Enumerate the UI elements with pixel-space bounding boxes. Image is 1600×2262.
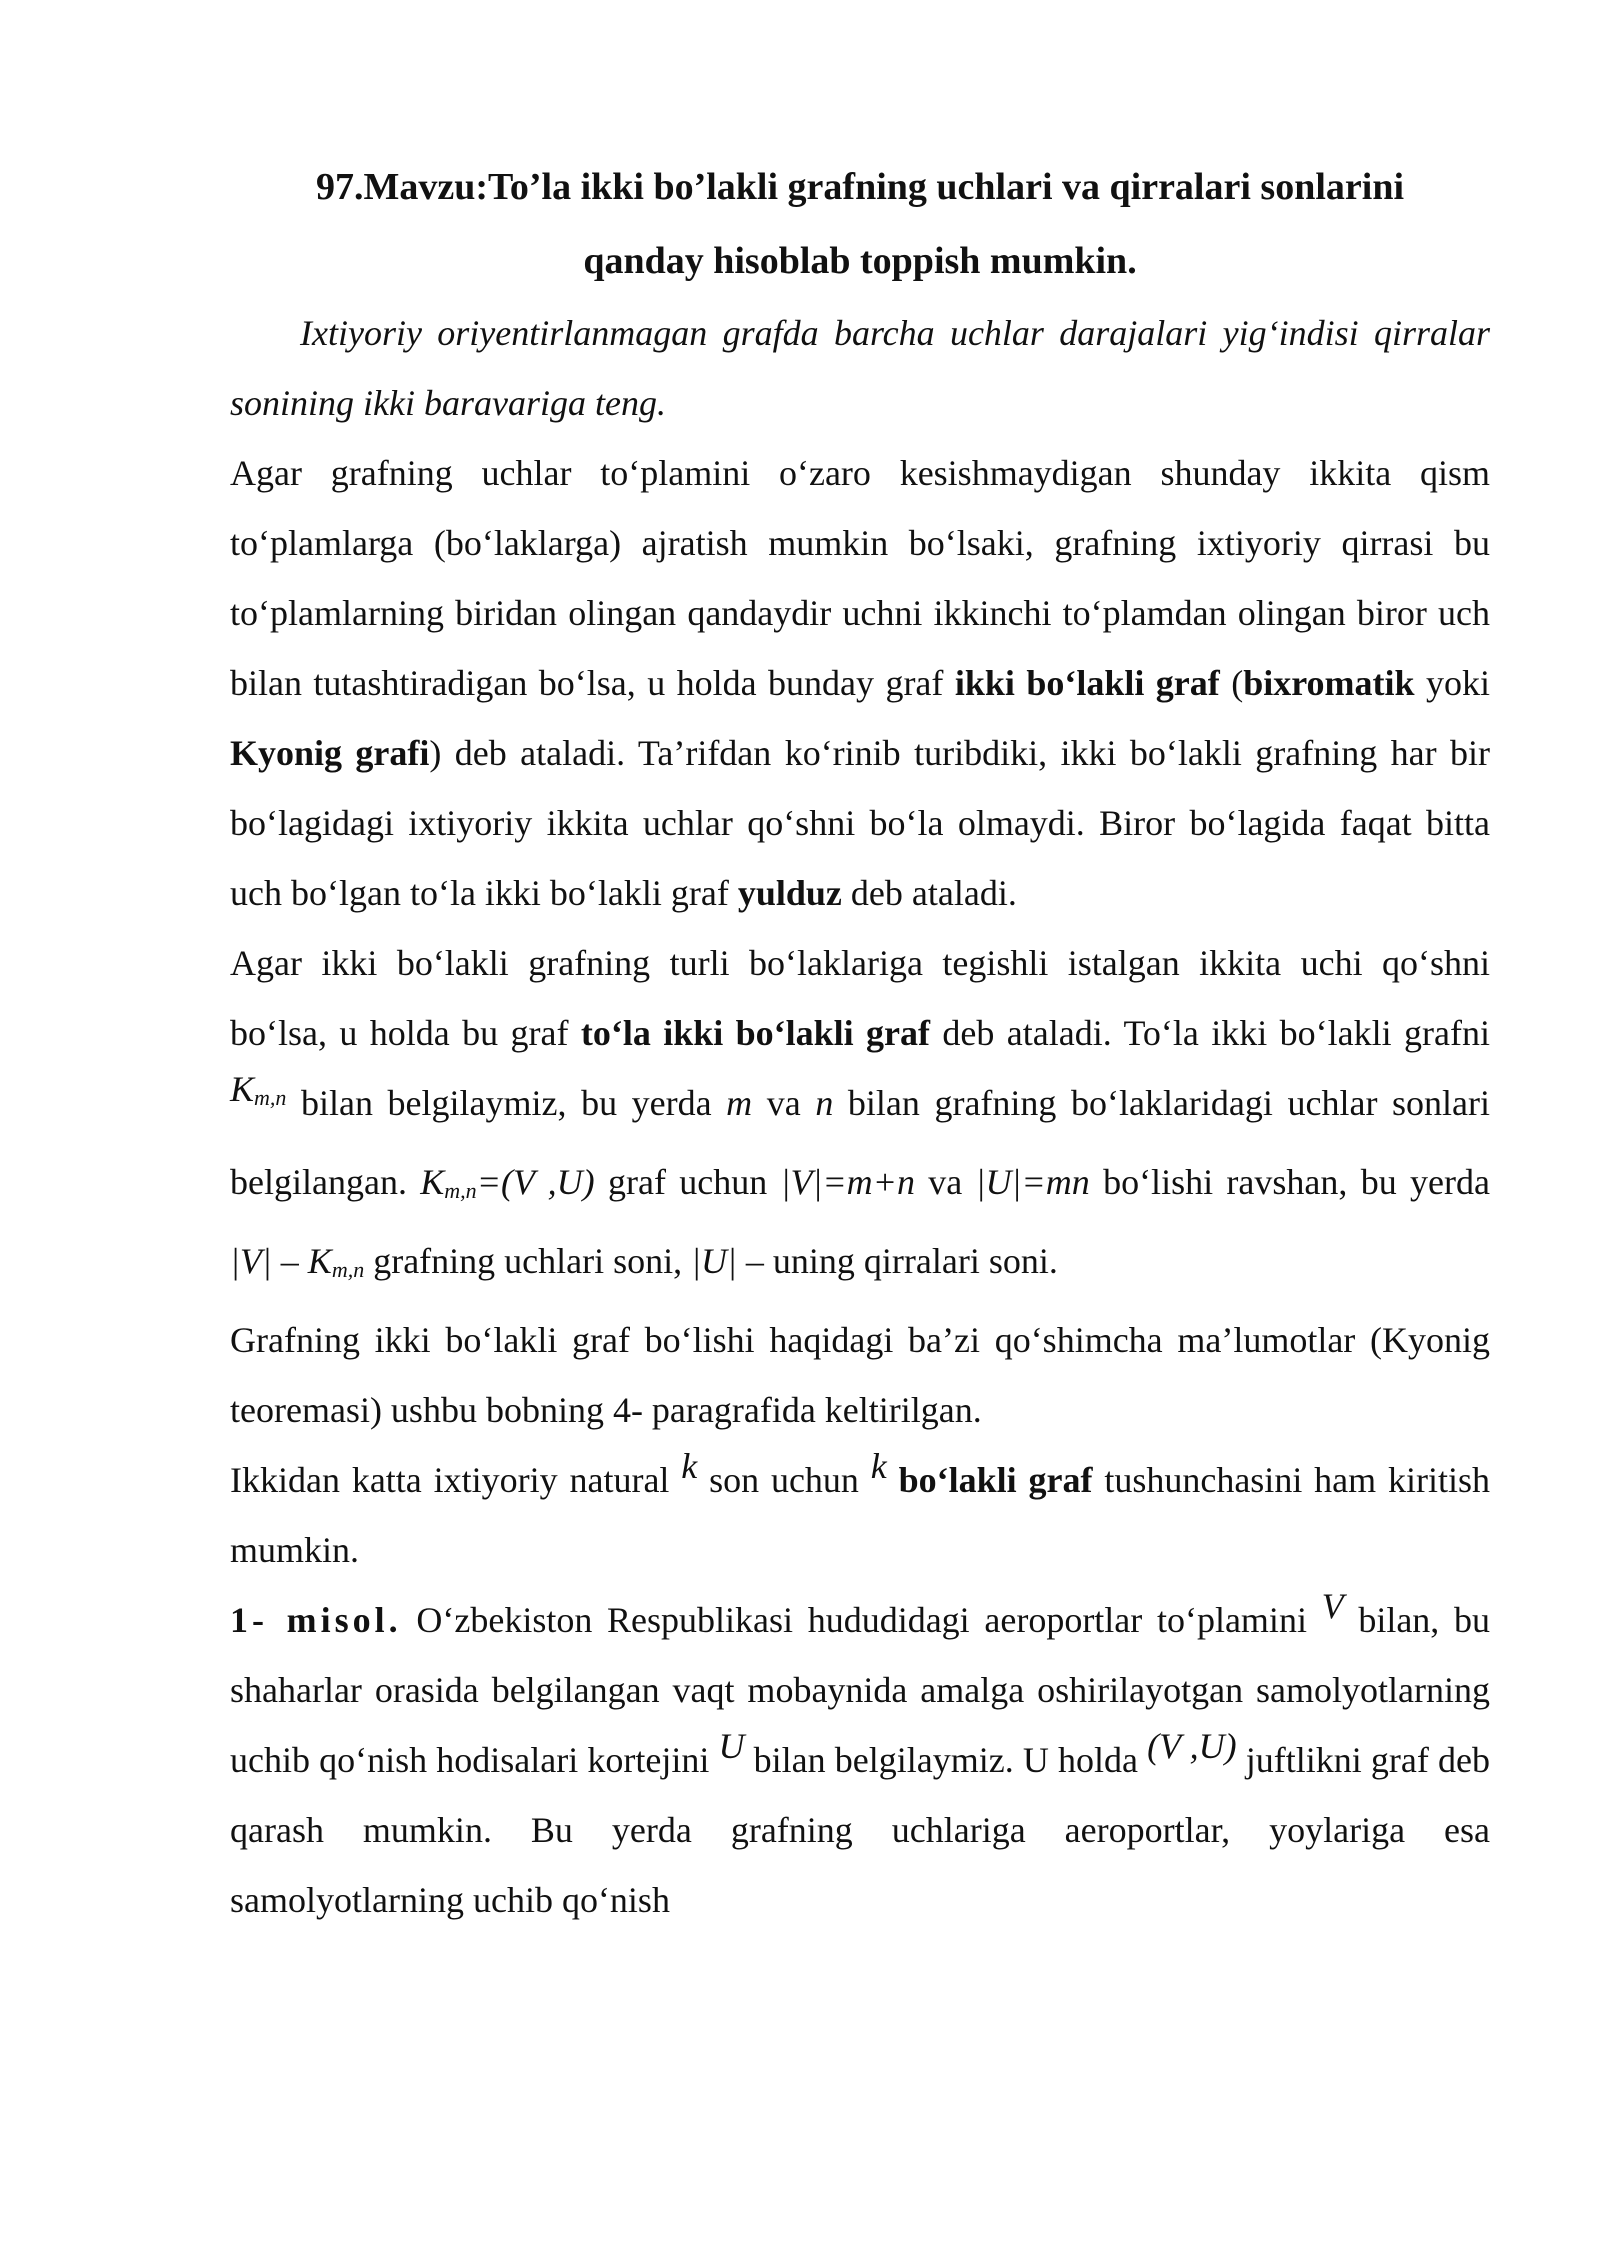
var-k-2: k: [870, 1446, 887, 1486]
example-label: 1- misol.: [230, 1600, 402, 1640]
formula-abs-v: |V|: [230, 1241, 272, 1281]
page-title: [230, 150, 1490, 298]
var-n: n: [815, 1083, 834, 1123]
formula-kmn-2: Km,n: [307, 1241, 365, 1282]
formula-kmn: Km,n: [230, 1069, 287, 1110]
formula-kmn-vu: Km,n=(V ,U): [420, 1162, 595, 1203]
definition-paragraph: Agar grafning uchlar to‘plamini o‘zaro kesishmaydigan shunday ikkita qism to‘plamlarga (bo‘laklarga) ajratish mumkin bo‘lsaki, grafning ixtiyoriy qirrasi bu to‘plamlarning biridan olingan qandaydir uchni ikkinchi to‘plamdan olingan biror uch bilan tutashtiradigan bo‘lsa, u holda bunday graf ikki bo‘lakli graf (bixromatik yoki Kyonig grafi) deb ataladi. Ta’rifdan ko‘rinib turibdiki, ikki bo‘lakli grafning har bir bo‘lagidagi ixtiyoriy ikkita uchlar qo‘shni bo‘la olmaydi. Biror bo‘lagida faqat bitta uch bo‘lgan to‘la ikki bo‘lakli graf yulduz deb ataladi.: [230, 453, 1490, 913]
document-page: [230, 150, 1490, 1935]
term-k-partite: bo‘lakli graf: [898, 1460, 1093, 1500]
formula-vertices: |V|=m+n: [780, 1162, 915, 1202]
formula-abs-u: |U|: [691, 1241, 737, 1281]
konig-paragraph: Grafning ikki bo‘lakli graf bo‘lishi haqidagi ba’zi qo‘shimcha ma’lumotlar (Kyonig teoremasi) ushbu bobning 4- paragrafida keltirilgan.: [230, 1320, 1490, 1430]
var-u: U: [718, 1726, 745, 1766]
complete-bipartite-paragraph: Agar ikki bo‘lakli grafning turli bo‘laklariga tegishli istalgan ikkita uchi qo‘shni bo‘lsa, u holda bu graf to‘la ikki bo‘lakli graf deb ataladi. To‘la ikki bo‘lakli grafni Km,n bilan belgilaymiz, bu yerda m va n bilan grafning bo‘laklaridagi uchlar sonlari belgilangan. Km,n=(V ,U) graf uchun |V|=m+n va |U|=mn bo‘lishi ravshan, bu yerda |V| – Km,n grafning uchlari soni, |U| – uning qirralari soni.: [230, 943, 1490, 1282]
theorem-paragraph: Ixtiyoriy oriyentirlanmagan grafda barcha uchlar darajalari yig‘indisi qirralar sonining ikki baravariga teng.: [230, 313, 1490, 423]
var-k: k: [681, 1446, 698, 1486]
var-m: m: [726, 1083, 753, 1123]
example-paragraph: 1- misol. O‘zbekiston Respublikasi hududidagi aeroportlar to‘plamini V bilan, bu shaharlar orasida belgilangan vaqt mobaynida amalga oshirilayotgan samolyotlarning uchib qo‘nish hodisalari kortejini U bilan belgilaymiz. U holda (V ,U) juftlikni graf deb qarash mumkin. Bu yerda grafning uchlariga aeroportlar, yoylariga esa samolyotlarning uchib qo‘nish: [230, 1586, 1490, 1920]
var-v: V: [1321, 1586, 1344, 1626]
k-partite-paragraph: Ikkidan katta ixtiyoriy natural k son uchun k bo‘lakli graf tushunchasini ham kiritish mumkin.: [230, 1446, 1490, 1570]
term-konig-graph: Kyonig grafi: [230, 733, 430, 773]
term-bipartite: ikki bo‘lakli graf: [954, 663, 1220, 703]
title-line-1: 97.Mavzu:To’la ikki bo’lakli grafning uchlari va qirralari sonlarini: [315, 166, 1405, 208]
formula-edges: |U|=mn: [975, 1162, 1090, 1202]
term-bichromatic: bixromatik: [1243, 663, 1415, 703]
term-complete-bipartite: to‘la ikki bo‘lakli graf: [580, 1013, 931, 1053]
title-line-2: qanday hisoblab toppish mumkin.: [583, 240, 1137, 282]
formula-pair: (V ,U): [1147, 1726, 1237, 1766]
term-star: yulduz: [737, 873, 842, 913]
